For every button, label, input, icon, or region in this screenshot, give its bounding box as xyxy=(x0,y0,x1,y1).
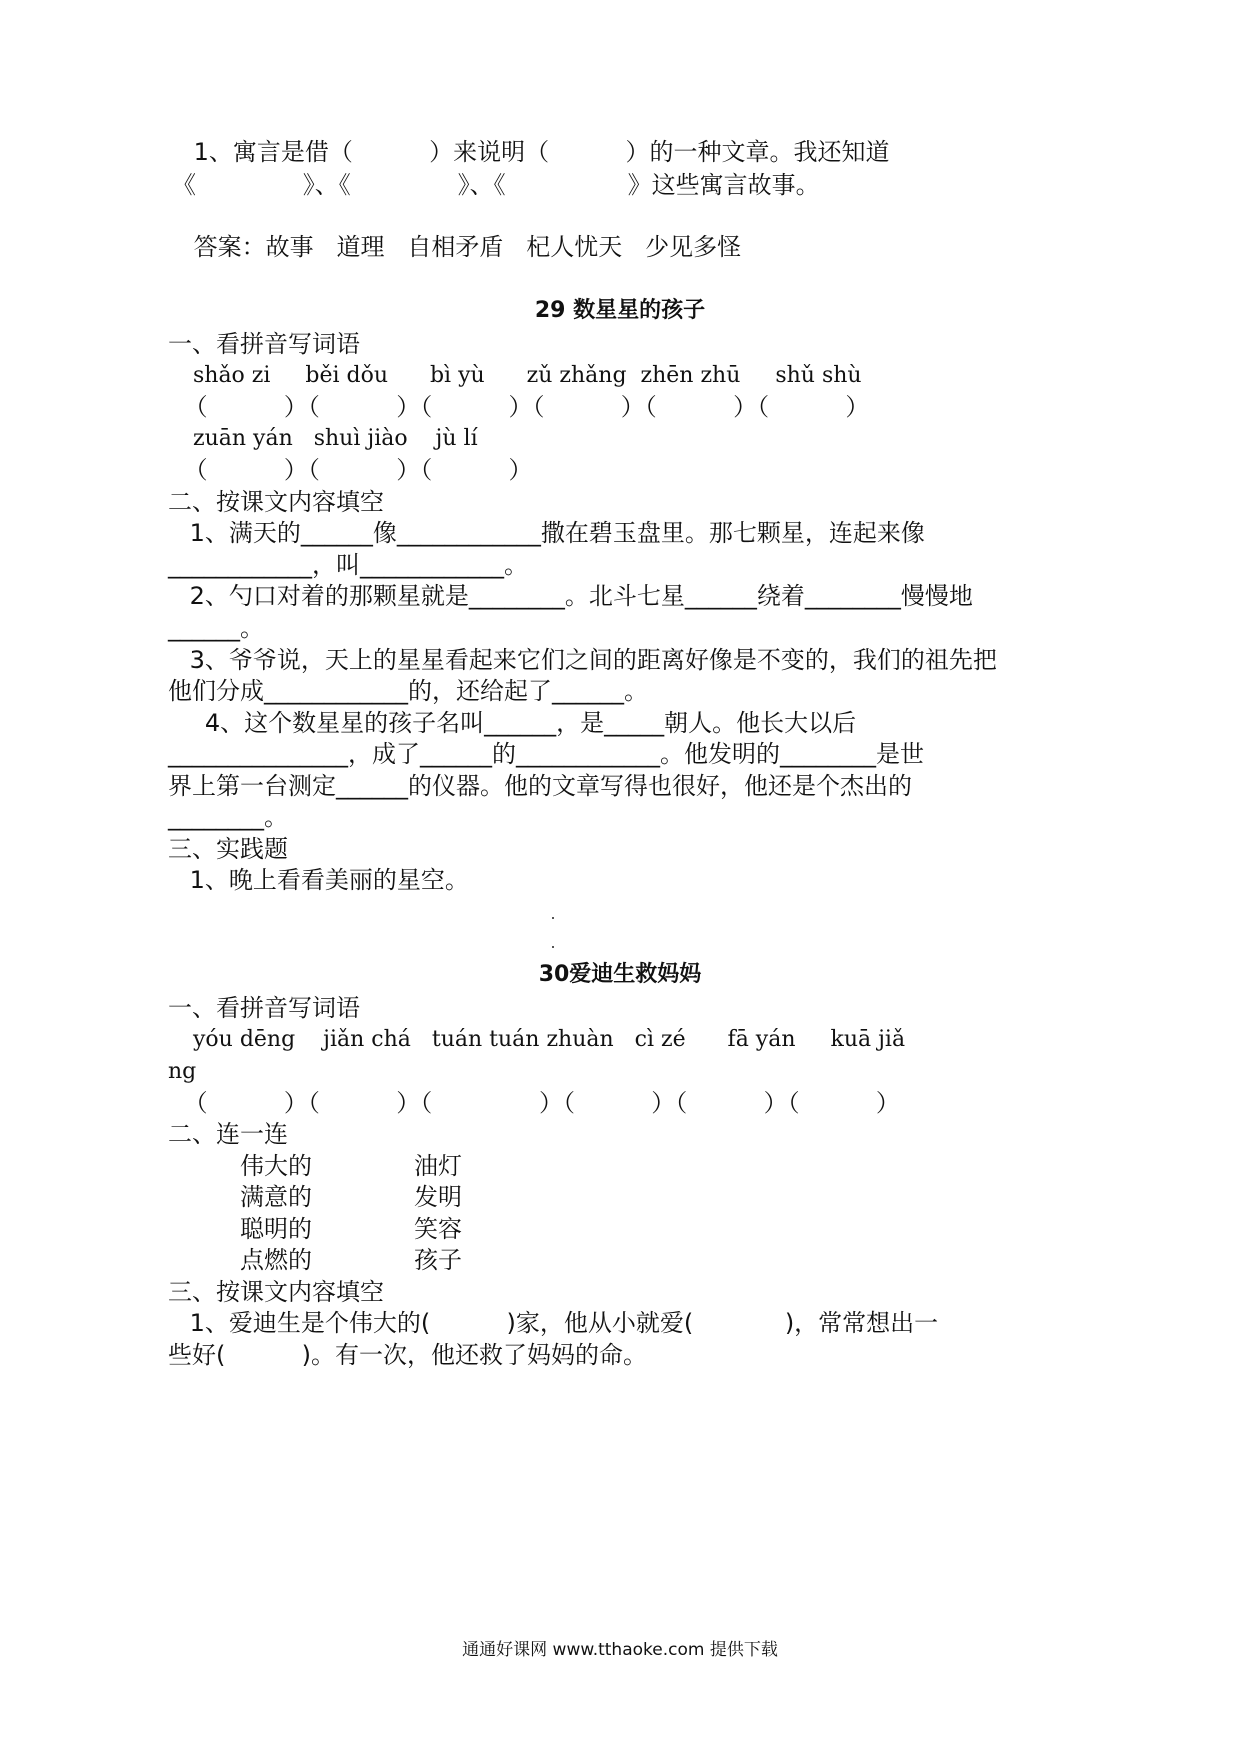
lesson30-pinyin-row1: yóu dēng jiǎn chá tuán tuán zhuàn cì zé fā yán kuā jiǎ xyxy=(172,1027,906,1052)
lesson30-s3-heading: 三、按课文内容填空 xyxy=(168,1278,384,1306)
lesson29-s1-heading: 一、看拼音写词语 xyxy=(168,330,360,358)
match-left-word: 满意的 xyxy=(240,1183,312,1211)
match-left-word: 聪明的 xyxy=(240,1215,312,1243)
lesson29-s2-heading: 二、按课文内容填空 xyxy=(168,488,384,516)
lesson29-q2-a: 2、勺口对着的那颗星就是________。北斗七星______绕着________慢慢地 xyxy=(182,582,973,610)
lesson29-brackets-row1: （ ）（ ）（ ）（ ）（ ）（ ） xyxy=(176,393,870,421)
lesson29-title: 29 数星星的孩子 xyxy=(534,298,706,323)
page-footer: 通通好课网 www.tthaoke.com 提供下载 xyxy=(462,1640,778,1660)
lesson29-q4-c: 界上第一台测定______的仪器。他的文章写得也很好，他还是个杰出的 xyxy=(168,772,912,800)
match-right-word: 发明 xyxy=(414,1183,462,1211)
lesson29-q3-b: 他们分成____________的，还给起了______。 xyxy=(168,677,648,705)
lesson29-pinyin-row1: shǎo zi běi dǒu bì yù zǔ zhǎng zhēn zhū shǔ shù xyxy=(172,363,862,388)
match-left-word: 伟大的 xyxy=(240,1152,312,1180)
lesson29-brackets-row2: （ ）（ ）（ ） xyxy=(176,456,533,484)
prev-q1-line2: 《 》、《 》、《 》这些寓言故事。 xyxy=(172,171,820,199)
lesson30-s2-heading: 二、连一连 xyxy=(168,1120,288,1148)
scan-speck xyxy=(552,917,554,919)
prev-q1-line1: 1、寓言是借（ ）来说明（ ）的一种文章。我还知道 xyxy=(186,138,890,166)
lesson30-q1-b: 些好( )。有一次，他还救了妈妈的命。 xyxy=(168,1341,648,1369)
lesson30-s1-heading: 一、看拼音写词语 xyxy=(168,994,360,1022)
prev-answer: 答案：故事 道理 自相矛盾 杞人忧天 少见多怪 xyxy=(186,233,742,261)
lesson29-q4-d: ________。 xyxy=(168,803,288,831)
lesson30-pinyin-row1b: ng xyxy=(168,1059,197,1084)
match-right-word: 油灯 xyxy=(414,1152,462,1180)
lesson30-title: 30爱迪生救妈妈 xyxy=(538,962,702,987)
lesson29-s3-heading: 三、实践题 xyxy=(168,835,288,863)
lesson29-pinyin-row2: zuān yán shuì jiào jù lí xyxy=(172,426,478,451)
lesson29-q1-b: ____________，叫____________。 xyxy=(168,551,528,579)
match-right-word: 孩子 xyxy=(414,1246,462,1274)
lesson30-brackets-row1: （ ）（ ）（ ）（ ）（ ）（ ） xyxy=(176,1089,900,1117)
lesson29-q2-b: ______。 xyxy=(168,614,264,642)
scan-speck xyxy=(552,946,554,948)
match-left-word: 点燃的 xyxy=(240,1246,312,1274)
lesson29-q4-a: 4、这个数星星的孩子名叫______，是_____朝人。他长大以后 xyxy=(182,709,857,737)
lesson30-q1-a: 1、爱迪生是个伟大的( )家，他从小就爱( )，常常想出一 xyxy=(182,1309,939,1337)
lesson29-q1-a: 1、满天的______像____________撒在碧玉盘里。那七颗星，连起来像 xyxy=(182,519,925,547)
lesson29-s3-q1: 1、晚上看看美丽的星空。 xyxy=(182,866,469,894)
lesson29-q3-a: 3、爷爷说，天上的星星看起来它们之间的距离好像是不变的，我们的祖先把 xyxy=(182,646,997,674)
lesson29-q4-b: _______________，成了______的____________。他发明的________是世 xyxy=(168,740,924,768)
match-right-word: 笑容 xyxy=(414,1215,462,1243)
